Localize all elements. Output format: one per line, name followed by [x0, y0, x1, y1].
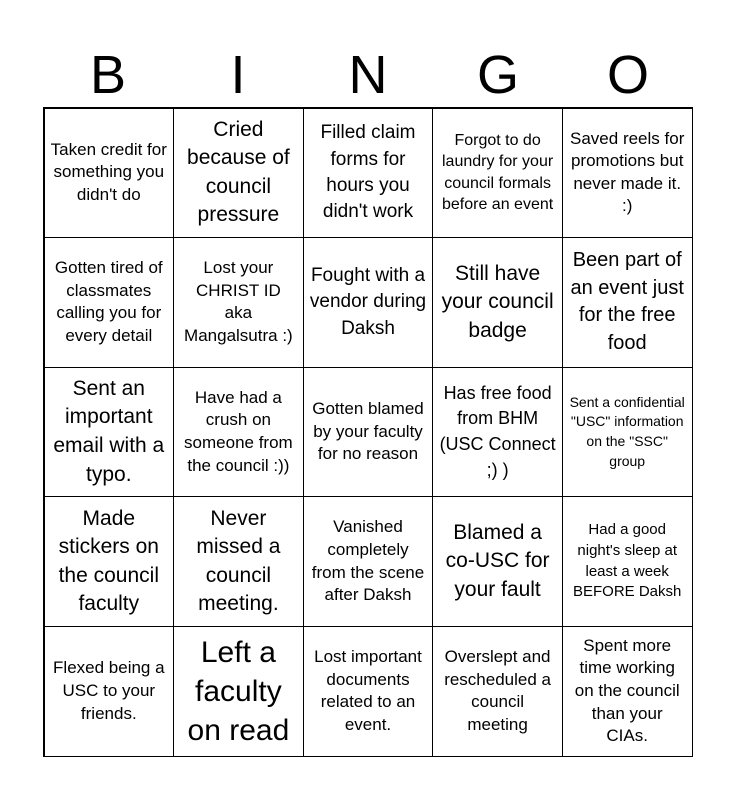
bingo-cell-r5c4[interactable]	[432, 626, 563, 757]
cell-text: Spent more time working on the council than your CIAs.	[574, 635, 680, 746]
cell-text: Forgot to do laundry for your council formals before an event	[441, 131, 554, 214]
header-letter-n: N	[348, 45, 388, 105]
bingo-cell-r4c4[interactable]	[432, 496, 563, 627]
bingo-cell-r3c1[interactable]	[44, 367, 175, 498]
cell-text: Left a faculty on read	[187, 635, 290, 747]
cell-text: Blamed a co-USC for your fault	[445, 520, 550, 601]
cell-text: Made stickers on the council faculty	[58, 506, 159, 616]
bingo-cell-r1c3[interactable]	[303, 108, 434, 239]
bingo-cell-r1c1[interactable]	[44, 108, 175, 239]
cell-text: Taken credit for something you didn't do	[50, 139, 167, 205]
bingo-cell-r2c4[interactable]	[432, 237, 563, 368]
cell-text: Lost your CHRIST ID aka Mangalsutra :)	[184, 258, 293, 345]
bingo-cell-r1c5[interactable]	[562, 108, 693, 239]
cell-text: Been part of an event just for the free food	[570, 249, 684, 354]
cell-text: Never missed a council meeting.	[196, 506, 281, 616]
cell-text: Sent an important email with a typo.	[53, 376, 165, 486]
cell-text: Gotten tired of classmates calling you for every detail	[54, 258, 163, 345]
cell-text: Fought with a vendor during Daksh	[309, 265, 427, 339]
bingo-cell-r1c2[interactable]	[173, 108, 304, 239]
header-letter-b: B	[89, 45, 127, 105]
cell-text: Have had a crush on someone from the council :))	[184, 387, 293, 475]
bingo-cell-r4c1[interactable]	[44, 496, 175, 627]
bingo-cell-r5c5[interactable]	[562, 626, 693, 757]
bingo-cell-r1c4[interactable]	[432, 108, 563, 239]
bingo-cell-r5c1[interactable]	[44, 626, 175, 757]
cell-text: Filled claim forms for hours you didn't work	[320, 122, 416, 223]
cell-text: Has free food from BHM (USC Connect ;) )	[439, 382, 556, 480]
bingo-cell-r2c3[interactable]	[303, 237, 434, 368]
cell-text: Lost important documents related to an event.	[314, 646, 422, 734]
header-letter-i: I	[230, 45, 246, 105]
bingo-cell-r4c2[interactable]	[173, 496, 304, 627]
bingo-cell-r3c2[interactable]	[173, 367, 304, 498]
bingo-cell-r3c5[interactable]	[562, 367, 693, 498]
cell-text: Gotten blamed by your faculty for no reason	[312, 399, 424, 464]
header-letter-o: O	[606, 45, 649, 105]
bingo-cell-r5c3[interactable]	[303, 626, 434, 757]
cell-text: Saved reels for promotions but never made it. :)	[570, 128, 685, 216]
bingo-cell-r3c3[interactable]	[303, 367, 434, 498]
cell-text: Flexed being a USC to your friends.	[53, 658, 165, 723]
bingo-cell-r4c5[interactable]	[562, 496, 693, 627]
bingo-cell-r2c5[interactable]	[562, 237, 693, 368]
cell-text: Overslept and rescheduled a council meeting	[444, 646, 551, 734]
bingo-board	[43, 107, 693, 757]
bingo-header	[43, 44, 693, 106]
cell-text: Vanished completely from the scene after Daksh	[311, 517, 425, 605]
cell-text: Had a good night's sleep at least a week BEFORE Daksh	[573, 521, 682, 601]
cell-text: Cried because of council pressure	[187, 117, 290, 227]
header-letter-g: G	[476, 45, 519, 105]
bingo-cell-r3c4[interactable]	[432, 367, 563, 498]
bingo-cell-r2c2[interactable]	[173, 237, 304, 368]
bingo-cell-r2c1[interactable]	[44, 237, 175, 368]
bingo-cell-r4c3[interactable]	[303, 496, 434, 627]
bingo-cell-r5c2[interactable]	[173, 626, 304, 757]
cell-text: Sent a confidential "USC" information on the "SSC" group	[569, 393, 685, 469]
cell-text: Still have your council badge	[441, 261, 554, 342]
